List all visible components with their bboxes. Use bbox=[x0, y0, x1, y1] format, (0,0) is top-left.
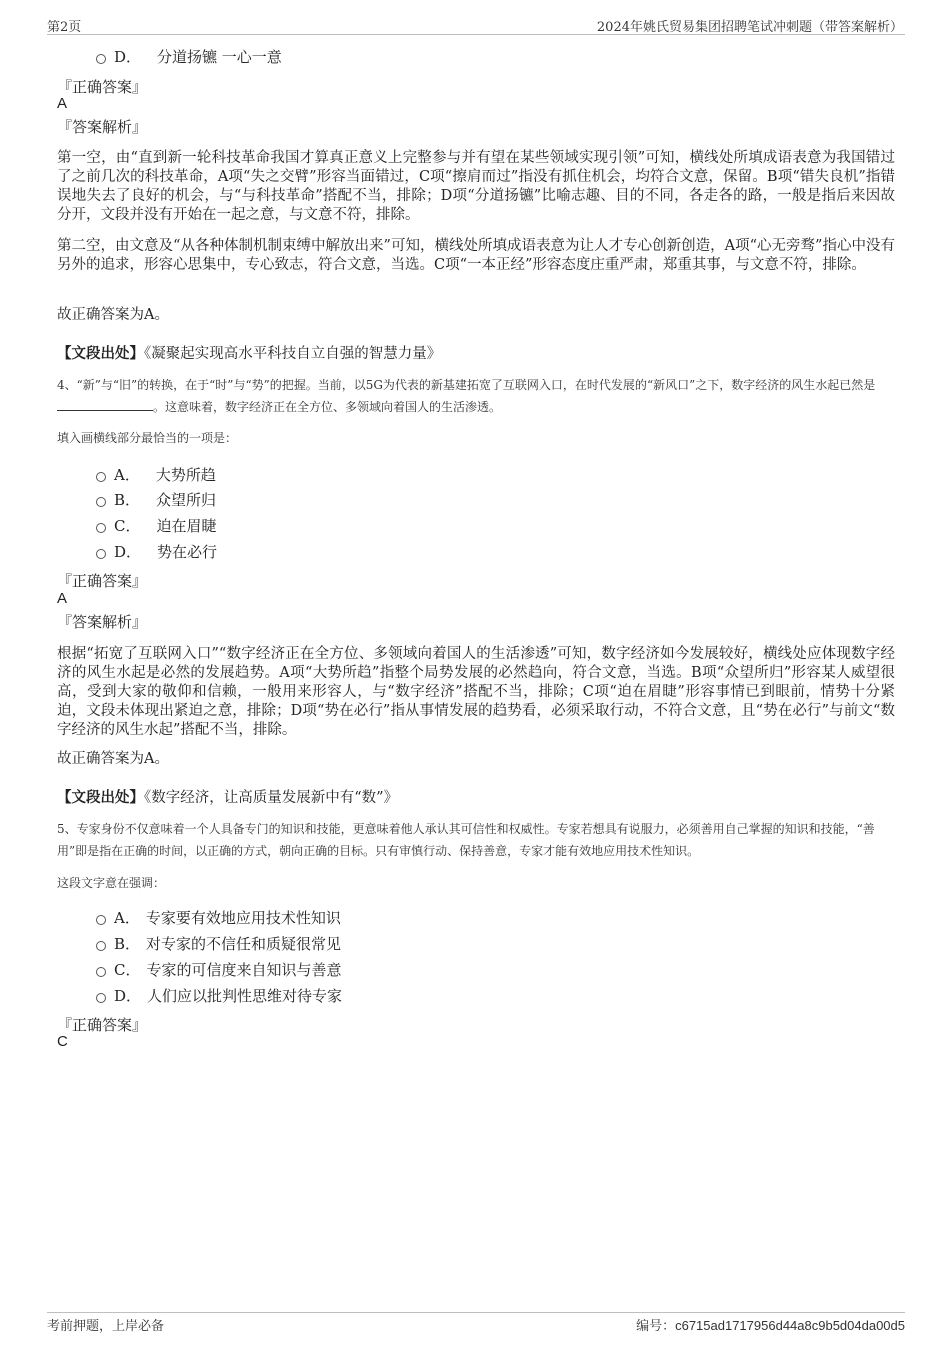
page-number: 第2页 bbox=[47, 20, 82, 35]
q5-answer: C bbox=[57, 1033, 68, 1050]
q3-answer-label: 『正确答案』 bbox=[57, 78, 148, 96]
source-label: 【文段出处】 bbox=[57, 789, 144, 806]
q4-analysis-label: 『答案解析』 bbox=[57, 613, 148, 631]
radio-icon[interactable] bbox=[96, 915, 106, 925]
option-text: 分道扬镳 一心一意 bbox=[157, 47, 282, 66]
option-text: 势在必行 bbox=[157, 542, 218, 561]
q4-answer-label: 『正确答案』 bbox=[57, 572, 148, 590]
option-letter: D． bbox=[114, 986, 142, 1005]
option-letter: A． bbox=[114, 908, 140, 927]
q5-prompt: 这段文字意在强调： bbox=[57, 876, 166, 890]
source-text: 《凝聚起实现高水平科技自立自强的智慧力量》 bbox=[144, 346, 442, 362]
radio-icon[interactable] bbox=[96, 472, 106, 482]
code-label: 编号： bbox=[636, 1319, 676, 1334]
source-label: 【文段出处】 bbox=[57, 345, 144, 362]
q5-answer-label: 『正确答案』 bbox=[57, 1016, 148, 1034]
option-letter: C． bbox=[114, 960, 141, 979]
option-text: 大势所趋 bbox=[155, 465, 216, 484]
q5-option-d[interactable] bbox=[96, 984, 342, 1006]
q3-analysis-paragraph-2: 第二空，由文意及“从各种体制机制束缚中解放出来”可知，横线处所填成语表意为让人才专心创新创造，A项“心无旁骛”指心中没有另外的追求，形容心思集中，专心致志，符合文意，当选。C项“一本正经”形容态度庄重严肃，郑重其事，与文意不符，排除。 bbox=[57, 238, 895, 273]
q3-answer: A bbox=[57, 95, 68, 112]
option-letter: C． bbox=[114, 516, 141, 535]
q3-analysis-label: 『答案解析』 bbox=[57, 118, 148, 136]
q3-source bbox=[57, 342, 895, 363]
option-letter: A． bbox=[114, 465, 140, 484]
option-text: 专家要有效地应用技术性知识 bbox=[145, 908, 341, 927]
q4-stem bbox=[57, 374, 895, 418]
option-text: 人们应以批判性思维对待专家 bbox=[147, 986, 343, 1005]
option-text: 专家的可信度来自知识与善意 bbox=[146, 960, 342, 979]
option-letter: B． bbox=[114, 490, 141, 509]
option-letter: B． bbox=[114, 934, 141, 953]
option-text: 对专家的不信任和质疑很常见 bbox=[146, 934, 342, 953]
q4-answer: A bbox=[57, 590, 68, 607]
radio-icon[interactable] bbox=[96, 967, 106, 977]
q4-option-d[interactable] bbox=[96, 540, 217, 562]
q4-option-a[interactable] bbox=[96, 463, 216, 485]
footer-slogan: 考前押题，上岸必备 bbox=[47, 1319, 165, 1334]
q5-option-a[interactable] bbox=[96, 906, 341, 928]
q4-stem-part2: 。这意味着，数字经济正在全方位、多领域向着国人的生活渗透。 bbox=[153, 400, 502, 414]
radio-icon[interactable] bbox=[96, 993, 106, 1003]
option-text: 众望所归 bbox=[156, 490, 217, 509]
q3-option-d[interactable] bbox=[96, 45, 282, 67]
radio-icon[interactable] bbox=[96, 549, 106, 559]
radio-icon[interactable] bbox=[96, 523, 106, 533]
q5-option-b[interactable] bbox=[96, 932, 341, 954]
q4-option-c[interactable] bbox=[96, 514, 217, 536]
q4-conclusion: 故正确答案为A。 bbox=[57, 751, 169, 767]
page-header bbox=[47, 14, 905, 35]
radio-icon[interactable] bbox=[96, 54, 106, 64]
q5-stem: 5、专家身份不仅意味着一个人具备专门的知识和技能，更意味着他人承认其可信性和权威性。专家若想具有说服力，必须善用自己掌握的知识和技能，“善用”即是指在正确的时间，以正确的方式，朝向正确的目标。只有审慎行动、保持善意，专家才能有效地应用技术性知识。 bbox=[57, 822, 875, 858]
q4-source bbox=[57, 786, 895, 807]
radio-icon[interactable] bbox=[96, 497, 106, 507]
radio-icon[interactable] bbox=[96, 941, 106, 951]
page-footer bbox=[47, 1312, 905, 1334]
document-title: 2024年姚氏贸易集团招聘笔试冲刺题（带答案解析） bbox=[596, 20, 903, 35]
q3-analysis-paragraph-1: 第一空，由“直到新一轮科技革命我国才算真正意义上完整参与并有望在某些领域实现引领”可知，横线处所填成语表意为我国错过了之前几次的科技革命，A项“失之交臂”形容当面错过，C项“擦肩而过”指没有抓住机会，均符合文意，保留。B项“错失良机”指错误地失去了良好的机会，与“与科技革命”搭配不当，排除；D项“分道扬镳”比喻志趣、目的不同，各走各的路，一般是指后来因故分开，文段并没有开始在一起之意，与文意不符，排除。 bbox=[57, 150, 895, 223]
source-text: 《数字经济，让高质量发展新中有“数”》 bbox=[144, 790, 399, 806]
q4-analysis-paragraph-1: 根据“拓宽了互联网入口”“数字经济正在全方位、多领域向着国人的生活渗透”可知，数字经济如今发展较好，横线处应体现数字经济的风生水起是必然的发展趋势。A项“大势所趋”指整个局势发展的必然趋向，符合文意，当选。B项“众望所归”形容某人威望很高，受到大家的敬仰和信赖，一般用来形容人，与“数字经济”搭配不当，排除；C项“迫在眉睫”形容事情已到眼前，情势十分紧迫，文段未体现出紧迫之意，排除；D项“势在必行”指从事情发展的趋势看，必须采取行动，不符合文意，且“势在必行”与前文“数字经济的风生水起”搭配不当，排除。 bbox=[57, 646, 895, 738]
q4-stem-part1: 4、“新”与“旧”的转换，在于“时”与“势”的把握。当前，以5G为代表的新基建拓宽了互联网入口，在时代发展的“新风口”之下，数字经济的风生水起已然是 bbox=[57, 378, 876, 392]
q4-option-b[interactable] bbox=[96, 488, 216, 510]
fill-blank bbox=[57, 398, 153, 411]
document-code bbox=[636, 1315, 905, 1334]
code-value: c6715ad1717956d44a8c9b5d04da00d5 bbox=[675, 1318, 905, 1333]
q5-option-c[interactable] bbox=[96, 958, 342, 980]
q3-conclusion: 故正确答案为A。 bbox=[57, 307, 169, 323]
option-letter: D． bbox=[114, 542, 142, 561]
option-text: 迫在眉睫 bbox=[156, 516, 217, 535]
option-letter: D． bbox=[114, 47, 142, 66]
q4-prompt: 填入画横线部分最恰当的一项是： bbox=[57, 431, 238, 445]
